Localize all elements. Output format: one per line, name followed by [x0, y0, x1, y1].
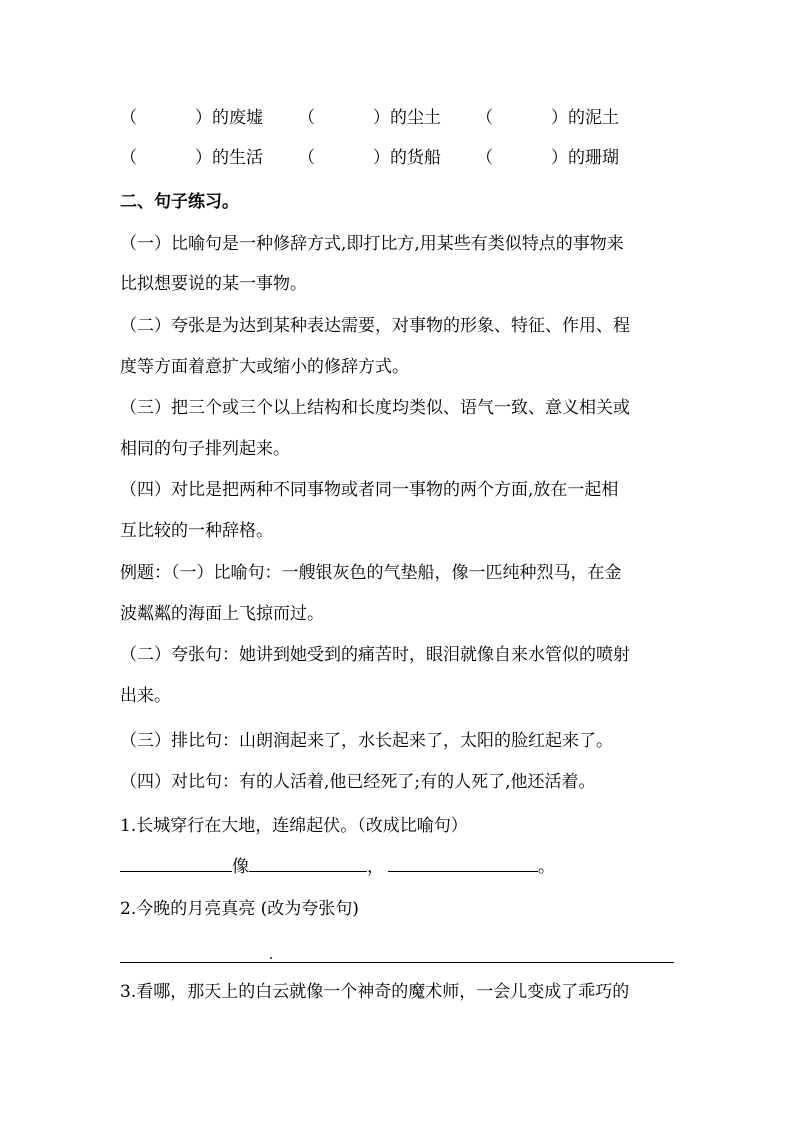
text-line: （三）把三个或三个以上结构和长度均类似、语气一致、意义相关或	[120, 398, 630, 418]
answer-blank[interactable]	[249, 855, 367, 872]
mark-dot	[270, 957, 272, 959]
phrase-item: （ ）的生活	[120, 148, 263, 168]
answer-line[interactable]	[120, 962, 674, 963]
phrase-item: （ ）的泥土	[476, 108, 619, 128]
text-line: 波粼粼的海面上飞掠而过。	[120, 604, 324, 624]
answer-blank[interactable]	[120, 855, 232, 872]
section-title: 二、句子练习。	[120, 192, 239, 212]
text-line: （一）比喻句是一种修辞方式,即打比方,用某些有类似特点的事物来	[120, 234, 624, 254]
text-line: 出来。	[120, 686, 171, 706]
text-line: 度等方面着意扩大或缩小的修辞方式。	[120, 357, 409, 377]
text-line: （三）排比句：山朗润起来了，水长起来了，太阳的脸红起来了。	[120, 731, 613, 751]
text-line: （二）夸张是为达到某种表达需要，对事物的形象、特征、作用、程	[120, 316, 630, 336]
text-line: 例题：（一）比喻句：一艘银灰色的气垫船，像一匹纯种烈马，在金	[120, 563, 622, 583]
text-line: 比拟想要说的某一事物。	[120, 274, 307, 294]
exercise-3-prompt: 3.看哪，那天上的白云就像一个神奇的魔术师，一会儿变成了乖巧的	[120, 982, 630, 1002]
phrase-item: （ ）的珊瑚	[476, 148, 619, 168]
phrase-item: （ ）的尘土	[298, 108, 441, 128]
phrase-item: （ ）的货船	[298, 148, 441, 168]
text-line: （四）对比句：有的人活着,他已经死了;有的人死了,他还活着。	[120, 772, 596, 792]
text-line: 相同的句子排列起来。	[120, 439, 290, 459]
text-line: （二）夸张句：她讲到她受到的痛苦时，眼泪就像自来水管似的喷射	[120, 645, 630, 665]
text-line: （四）对比是把两种不同事物或者同一事物的两个方面,放在一起相	[120, 480, 619, 500]
phrase-item: （ ）的废墟	[120, 108, 263, 128]
text-line: 互比较的一种辞格。	[120, 521, 273, 541]
exercise-1-fill: 像 ， 。	[120, 855, 555, 879]
answer-blank[interactable]	[388, 855, 538, 872]
exercise-1-prompt: 1.长城穿行在大地，连绵起伏。（改成比喻句）	[120, 816, 468, 836]
exercise-2-prompt: 2.今晚的月亮真亮 (改为夸张句)	[120, 899, 359, 919]
